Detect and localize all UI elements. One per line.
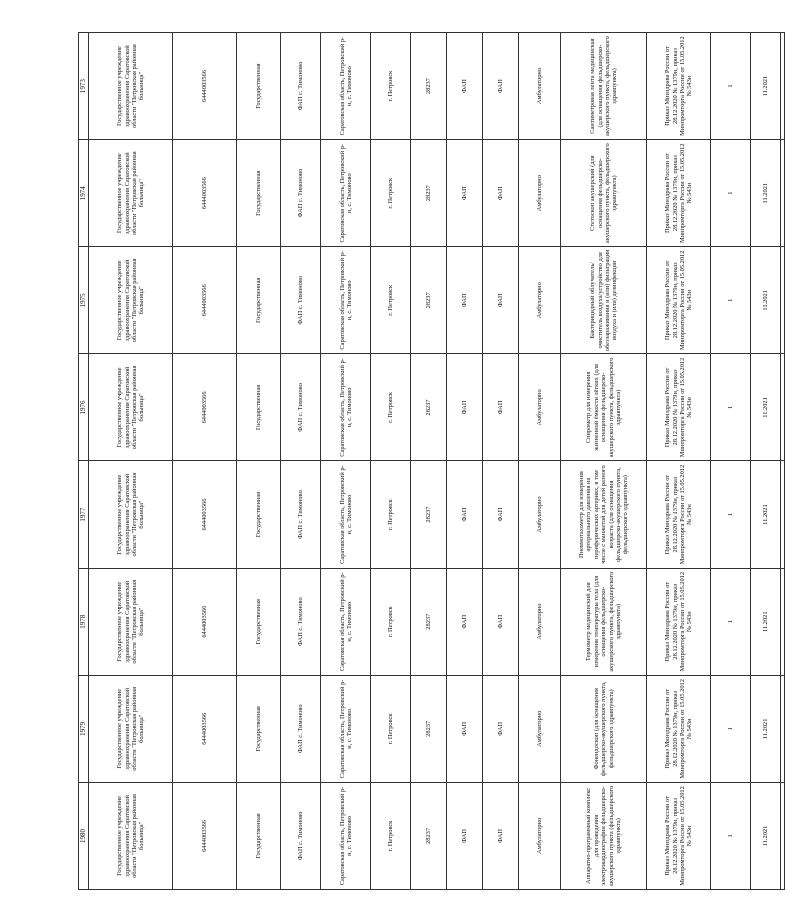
unit-name: ФАП с. Тимоново — [281, 33, 321, 140]
organization-name: Государственное учреждение здравоохранения Саратовской области "Петровская районная больница" — [89, 354, 173, 461]
inn-value: 6444003566 — [173, 782, 237, 889]
row-settlement — [371, 33, 411, 890]
row-record-number — [79, 33, 89, 890]
unit-name: ФАП с. Тимоново — [281, 247, 321, 354]
row-unit-type — [447, 33, 483, 890]
unit-name: ФАП с. Тимоново — [281, 354, 321, 461]
code-value: 28237 — [411, 782, 447, 889]
settlement: г. Петровск — [371, 461, 411, 568]
unit-name: ФАП с. Тимоново — [281, 568, 321, 675]
settlement: г. Петровск — [371, 675, 411, 782]
quantity-value: 1 — [711, 354, 751, 461]
row-unit-address — [321, 33, 371, 890]
empty-cell — [781, 782, 785, 889]
unit-kind: ФАП — [483, 782, 519, 889]
row-care-condition — [519, 33, 561, 890]
unit-kind: ФАП — [483, 568, 519, 675]
row-regulatory-document — [647, 33, 711, 890]
inn-value: 6444003566 — [173, 354, 237, 461]
unit-name: ФАП с. Тимоново — [281, 140, 321, 247]
unit-address: Саратовская область, Петровский р-н, с. Тимоново — [321, 354, 371, 461]
quantity-value: 1 — [711, 247, 751, 354]
regulatory-document: Приказ Минздрава России от 28.12.2020 № 1379н, приказ Минпромторга России от 15.05.2012 № 543н — [647, 33, 711, 140]
care-condition: Амбулаторно — [519, 461, 561, 568]
ownership-form: Государственная — [237, 247, 281, 354]
settlement: г. Петровск — [371, 247, 411, 354]
empty-cell — [781, 354, 785, 461]
inn-value: 6444003566 — [173, 247, 237, 354]
unit-type: ФАП — [447, 33, 483, 140]
regulatory-document: Приказ Минздрава России от 28.12.2020 № 1379н, приказ Минпромторга России от 15.05.2012 № 543н — [647, 568, 711, 675]
unit-address: Саратовская область, Петровский р-н, с. Тимоново — [321, 140, 371, 247]
code-value: 28237 — [411, 675, 447, 782]
empty-cell — [781, 675, 785, 782]
row-unit-name — [281, 33, 321, 890]
unit-kind: ФАП — [483, 140, 519, 247]
date-value: 11.2021 — [751, 461, 781, 568]
ownership-form: Государственная — [237, 675, 281, 782]
equipment-description: Аппаратно-программный комплекс для проведения электрокардиографии фельдшерско-акушерского пункта (фельдшерского здравпункта) — [561, 782, 647, 889]
empty-cell — [781, 568, 785, 675]
settlement: г. Петровск — [371, 33, 411, 140]
ownership-form: Государственная — [237, 461, 281, 568]
date-value: 11.2021 — [751, 33, 781, 140]
settlement: г. Петровск — [371, 568, 411, 675]
row-quantity-value — [711, 33, 751, 890]
unit-address: Саратовская область, Петровский р-н, с. Тимоново — [321, 568, 371, 675]
unit-type: ФАП — [447, 675, 483, 782]
unit-type: ФАП — [447, 461, 483, 568]
date-value: 11.2021 — [751, 247, 781, 354]
row-ownership-form — [237, 33, 281, 890]
quantity-value: 1 — [711, 33, 751, 140]
equipment-description: Пневмотахометр для измерения артериального давления на периферических артериях, в том числе с манжетой для детей разного возраста (для оснащения фельдшерско-акушерского пункта, фельдшерского здравпункта) — [561, 461, 647, 568]
date-value: 11.2021 — [751, 675, 781, 782]
equipment-description: Термометр медицинский для измерения температуры тела (для оснащения фельдшерско-акушерского пункта, фельдшерского здравпункта) — [561, 568, 647, 675]
settlement: г. Петровск — [371, 782, 411, 889]
care-condition: Амбулаторно — [519, 140, 561, 247]
unit-type: ФАП — [447, 247, 483, 354]
organization-name: Государственное учреждение здравоохранения Саратовской области "Петровская районная больница" — [89, 782, 173, 889]
care-condition: Амбулаторно — [519, 675, 561, 782]
care-condition: Амбулаторно — [519, 782, 561, 889]
ownership-form: Государственная — [237, 568, 281, 675]
quantity-value: 1 — [711, 140, 751, 247]
quantity-value: 1 — [711, 675, 751, 782]
unit-kind: ФАП — [483, 247, 519, 354]
row-unit-kind — [483, 33, 519, 890]
ownership-form: Государственная — [237, 33, 281, 140]
record-number: 1974 — [79, 140, 89, 247]
organization-name: Государственное учреждение здравоохранения Саратовской области "Петровская районная больница" — [89, 568, 173, 675]
regulatory-document: Приказ Минздрава России от 28.12.2020 № 1379н, приказ Минпромторга России от 15.05.2012 № 543н — [647, 354, 711, 461]
equipment-description: Стетоскоп акушерский (для оснащения фельдшерско-акушерского пункта, фельдшерского здравпункта) — [561, 140, 647, 247]
empty-cell — [781, 33, 785, 140]
organization-name: Государственное учреждение здравоохранения Саратовской области "Петровская районная больница" — [89, 675, 173, 782]
quantity-value: 1 — [711, 568, 751, 675]
row-date-value — [751, 33, 781, 890]
record-number: 1975 — [79, 247, 89, 354]
inn-value: 6444003566 — [173, 675, 237, 782]
unit-name: ФАП с. Тимоново — [281, 461, 321, 568]
inn-value: 6444003566 — [173, 140, 237, 247]
unit-address: Саратовская область, Петровский р-н, с. Тимоново — [321, 247, 371, 354]
unit-address: Саратовская область, Петровский р-н, с. Тимоново — [321, 782, 371, 889]
code-value: 28237 — [411, 461, 447, 568]
empty-cell — [781, 461, 785, 568]
settlement: г. Петровск — [371, 140, 411, 247]
care-condition: Амбулаторно — [519, 247, 561, 354]
equipment-description: Сантиметровая лента медицинская (для оснащения фельдшерско-акушерского пункта, фельдшерского здравпункта) — [561, 33, 647, 140]
unit-address: Саратовская область, Петровский р-н, с. Тимоново — [321, 675, 371, 782]
row-equipment-description — [561, 33, 647, 890]
organization-name: Государственное учреждение здравоохранения Саратовской области "Петровская районная больница" — [89, 33, 173, 140]
record-number: 1980 — [79, 782, 89, 889]
inn-value: 6444003566 — [173, 33, 237, 140]
unit-kind: ФАП — [483, 461, 519, 568]
care-condition: Амбулаторно — [519, 568, 561, 675]
unit-kind: ФАП — [483, 354, 519, 461]
unit-type: ФАП — [447, 140, 483, 247]
date-value: 11.2021 — [751, 568, 781, 675]
quantity-value: 1 — [711, 461, 751, 568]
inn-value: 6444003566 — [173, 568, 237, 675]
unit-type: ФАП — [447, 782, 483, 889]
settlement: г. Петровск — [371, 354, 411, 461]
equipment-description: Спирометр для измерения жизненной ёмкости лёгких (для оснащения фельдшерско-акушерского пункта, фельдшерского здравпункта) — [561, 354, 647, 461]
record-number: 1976 — [79, 354, 89, 461]
record-number: 1979 — [79, 675, 89, 782]
unit-address: Саратовская область, Петровский р-н, с. Тимоново — [321, 461, 371, 568]
unit-type: ФАП — [447, 354, 483, 461]
unit-kind: ФАП — [483, 33, 519, 140]
care-condition: Амбулаторно — [519, 354, 561, 461]
empty-cell — [781, 140, 785, 247]
equipment-description: Фонендоскоп (для оснащения фельдшерско-акушерского пункта, фельдшерского здравпункта) — [561, 675, 647, 782]
regulatory-document: Приказ Минздрава России от 28.12.2020 № 1379н, приказ Минпромторга России от 15.05.2012 № 543н — [647, 247, 711, 354]
unit-name: ФАП с. Тимоново — [281, 782, 321, 889]
row-inn-value — [173, 33, 237, 890]
regulatory-document: Приказ Минздрава России от 28.12.2020 № 1379н, приказ Минпромторга России от 15.05.2012 № 543н — [647, 675, 711, 782]
code-value: 28237 — [411, 140, 447, 247]
unit-address: Саратовская область, Петровский р-н, с. Тимоново — [321, 33, 371, 140]
organization-name: Государственное учреждение здравоохранения Саратовской области "Петровская районная больница" — [89, 461, 173, 568]
date-value: 11.2021 — [751, 140, 781, 247]
ownership-form: Государственная — [237, 140, 281, 247]
unit-name: ФАП с. Тимоново — [281, 675, 321, 782]
code-value: 28237 — [411, 568, 447, 675]
ownership-form: Государственная — [237, 782, 281, 889]
empty-cell — [781, 247, 785, 354]
row-organization-name — [89, 33, 173, 890]
code-value: 28237 — [411, 354, 447, 461]
equipment-description: Бактерицидный облучатель/очиститель воздуха/устройство для обеззараживания и (или) фильтрации воздуха и (или) дезинфекции — [561, 247, 647, 354]
record-number: 1973 — [79, 33, 89, 140]
unit-type: ФАП — [447, 568, 483, 675]
code-value: 28237 — [411, 247, 447, 354]
unit-kind: ФАП — [483, 675, 519, 782]
organization-name: Государственное учреждение здравоохранения Саратовской области "Петровская районная больница" — [89, 140, 173, 247]
record-number: 1978 — [79, 568, 89, 675]
date-value: 11.2021 — [751, 354, 781, 461]
organization-name: Государственное учреждение здравоохранения Саратовской области "Петровская районная больница" — [89, 247, 173, 354]
record-number: 1977 — [79, 461, 89, 568]
quantity-value: 1 — [711, 782, 751, 889]
row-empty — [781, 33, 785, 890]
code-value: 28237 — [411, 33, 447, 140]
row-code-value — [411, 33, 447, 890]
inn-value: 6444003566 — [173, 461, 237, 568]
equipment-register-table — [78, 32, 785, 890]
date-value: 11.2021 — [751, 782, 781, 889]
care-condition: Амбулаторно — [519, 33, 561, 140]
regulatory-document: Приказ Минздрава России от 28.12.2020 № 1379н, приказ Минпромторга России от 15.05.2012 № 543н — [647, 461, 711, 568]
regulatory-document: Приказ Минздрава России от 28.12.2020 № 1379н, приказ Минпромторга России от 15.05.2012 № 543н — [647, 782, 711, 889]
ownership-form: Государственная — [237, 354, 281, 461]
regulatory-document: Приказ Минздрава России от 28.12.2020 № 1379н, приказ Минпромторга России от 15.05.2012 № 543н — [647, 140, 711, 247]
